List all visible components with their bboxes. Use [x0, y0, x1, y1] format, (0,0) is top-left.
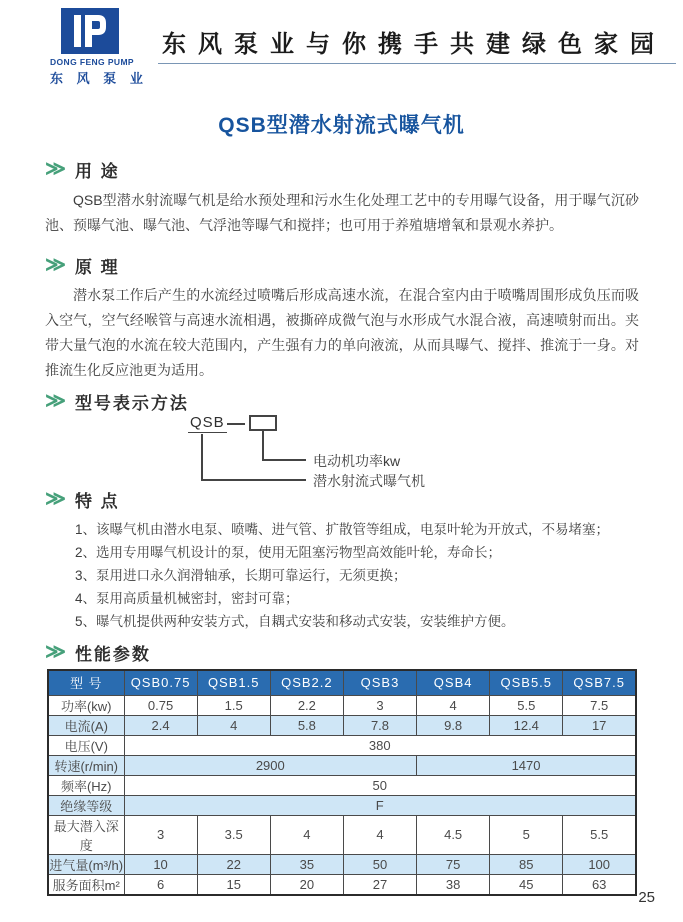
- row-label: 电压(V): [48, 735, 124, 755]
- table-row: [48, 775, 636, 795]
- table-cell: 6: [124, 874, 197, 895]
- table-row: [48, 795, 636, 815]
- logo-name-en: DONG FENG PUMP: [50, 57, 134, 67]
- row-label: 绝缘等级: [48, 795, 124, 815]
- section-heading-model: [45, 390, 683, 412]
- table-header-cell: QSB7.5: [563, 670, 636, 695]
- section-heading-usage: [45, 158, 683, 180]
- diagram-connector-line: [201, 479, 306, 481]
- table-cell: 50: [343, 854, 416, 874]
- principle-paragraph: 潜水泵工作后产生的水流经过喷嘴后形成高速水流，在混合室内由于喷嘴周围形成负压而吸入空气，空气经喉管与高速水流相遇，被撕碎成微气泡与水形成气水混合液，高速喷射而出。夹带大量气泡的水流在较大范围内，产生强有力的单向液流，从而具曝气、搅拌、推流于一身。对推流生化反应池更为适用。: [45, 287, 639, 378]
- table-cell: F: [124, 795, 636, 815]
- table-cell: 2.4: [124, 715, 197, 735]
- table-cell: 20: [270, 874, 343, 895]
- model-designation-diagram: [143, 414, 683, 496]
- table-header-cell: QSB1.5: [197, 670, 270, 695]
- logo-name-cn: 东 风 泵 业: [50, 71, 148, 86]
- table-header-cell: QSB5.5: [490, 670, 563, 695]
- table-cell: 5.5: [490, 695, 563, 715]
- table-cell: 63: [563, 874, 636, 895]
- table-row: [48, 715, 636, 735]
- model-label-type: 潜水射流式曝气机: [313, 473, 425, 489]
- table-header-cell: QSB2.2: [270, 670, 343, 695]
- table-row: [48, 695, 636, 715]
- row-label: 最大潜入深度: [48, 815, 124, 854]
- performance-table: [47, 669, 637, 896]
- table-cell: 7.8: [343, 715, 416, 735]
- table-cell: 2.2: [270, 695, 343, 715]
- table-header-row: [48, 670, 636, 695]
- feature-item: 2、选用专用曝气机设计的泵，使用无阻塞污物型高效能叶轮，寿命长；: [75, 545, 502, 560]
- table-cell: 5.5: [563, 815, 636, 854]
- table-cell: 2900: [124, 755, 417, 775]
- table-cell: 5: [490, 815, 563, 854]
- table-cell: 3: [343, 695, 416, 715]
- table-header-cell: QSB3: [343, 670, 416, 695]
- model-label-power: 电动机功率kw: [313, 453, 401, 469]
- page-header: [0, 0, 683, 100]
- diagram-connector-line: [201, 434, 203, 481]
- table-cell: 7.5: [563, 695, 636, 715]
- table-cell: 4: [270, 815, 343, 854]
- table-cell: 12.4: [490, 715, 563, 735]
- section-heading-performance: [45, 641, 683, 663]
- table-cell: 4: [197, 715, 270, 735]
- page-title: QSB型潜水射流式曝气机: [218, 114, 465, 137]
- table-cell: 85: [490, 854, 563, 874]
- table-cell: 50: [124, 775, 636, 795]
- table-cell: 9.8: [417, 715, 490, 735]
- row-label: 频率(Hz): [48, 775, 124, 795]
- diagram-connector-line: [262, 459, 306, 461]
- section-label-model: 型号表示方法: [74, 393, 189, 413]
- diagram-connector-line: [262, 431, 264, 461]
- table-cell: 380: [124, 735, 636, 755]
- row-label: 转速(r/min): [48, 755, 124, 775]
- section-heading-principle: [45, 254, 683, 276]
- section-label-usage: 用 途: [74, 161, 120, 181]
- table-cell: 10: [124, 854, 197, 874]
- performance-table-head: [48, 670, 636, 695]
- page-number: 25: [638, 889, 655, 906]
- feature-item: 4、泵用高质量机械密封，密封可靠；: [75, 591, 299, 606]
- table-row: [48, 755, 636, 775]
- feature-item: 1、该曝气机由潜水电泵、喷嘴、进气管、扩散管等组成，电泵叶轮为开放式，不易堵塞；: [75, 522, 610, 537]
- model-power-box: [249, 415, 277, 431]
- double-chevron-icon: ≫: [45, 158, 66, 180]
- performance-table-body: [48, 695, 636, 895]
- section-label-features: 特 点: [74, 491, 120, 511]
- table-cell: 0.75: [124, 695, 197, 715]
- double-chevron-icon: ≫: [45, 641, 66, 663]
- table-cell: 3: [124, 815, 197, 854]
- table-row: [48, 854, 636, 874]
- table-row: [48, 815, 636, 854]
- table-cell: 3.5: [197, 815, 270, 854]
- table-cell: 1.5: [197, 695, 270, 715]
- section-label-performance: 性能参数: [74, 644, 151, 664]
- feature-item: 3、泵用进口永久润滑轴承，长期可靠运行，无须更换；: [75, 568, 407, 583]
- table-cell: 17: [563, 715, 636, 735]
- table-cell: 100: [563, 854, 636, 874]
- row-label: 功率(kw): [48, 695, 124, 715]
- company-logo: [50, 8, 148, 87]
- row-label: 服务面积m²: [48, 874, 124, 895]
- table-cell: 5.8: [270, 715, 343, 735]
- table-header-cell: QSB0.75: [124, 670, 197, 695]
- header-slogan: 东风泵业与你携手共建绿色家园: [162, 29, 666, 58]
- double-chevron-icon: ≫: [45, 254, 66, 276]
- table-cell: 22: [197, 854, 270, 874]
- model-code: QSB: [190, 414, 225, 431]
- features-list: [75, 518, 683, 633]
- header-divider: [158, 63, 676, 64]
- usage-paragraph: QSB型潜水射流曝气机是给水预处理和污水生化处理工艺中的专用曝气设备，用于曝气沉砂池、预曝气池、曝气池、气浮池等曝气和搅拌；也可用于养殖塘增氧和景观水养护。: [45, 192, 639, 233]
- table-cell: 27: [343, 874, 416, 895]
- table-cell: 1470: [417, 755, 636, 775]
- table-row: [48, 735, 636, 755]
- row-label: 电流(A): [48, 715, 124, 735]
- table-cell: 4.5: [417, 815, 490, 854]
- double-chevron-icon: ≫: [45, 488, 66, 510]
- section-label-principle: 原 理: [74, 257, 120, 277]
- table-cell: 4: [343, 815, 416, 854]
- diagram-dash-line: [227, 423, 245, 425]
- double-chevron-icon: ≫: [45, 390, 66, 412]
- table-cell: 4: [417, 695, 490, 715]
- table-cell: 15: [197, 874, 270, 895]
- table-header-model: 型 号: [48, 670, 124, 695]
- feature-item: 5、曝气机提供两种安装方式，自耦式安装和移动式安装，安装维护方便。: [75, 614, 515, 629]
- table-cell: 35: [270, 854, 343, 874]
- table-header-cell: QSB4: [417, 670, 490, 695]
- table-row: [48, 874, 636, 895]
- table-cell: 38: [417, 874, 490, 895]
- row-label: 进气量(m³/h): [48, 854, 124, 874]
- table-cell: 75: [417, 854, 490, 874]
- table-cell: 45: [490, 874, 563, 895]
- page-content: [0, 100, 683, 896]
- dongfeng-pump-logo-icon: [50, 8, 130, 54]
